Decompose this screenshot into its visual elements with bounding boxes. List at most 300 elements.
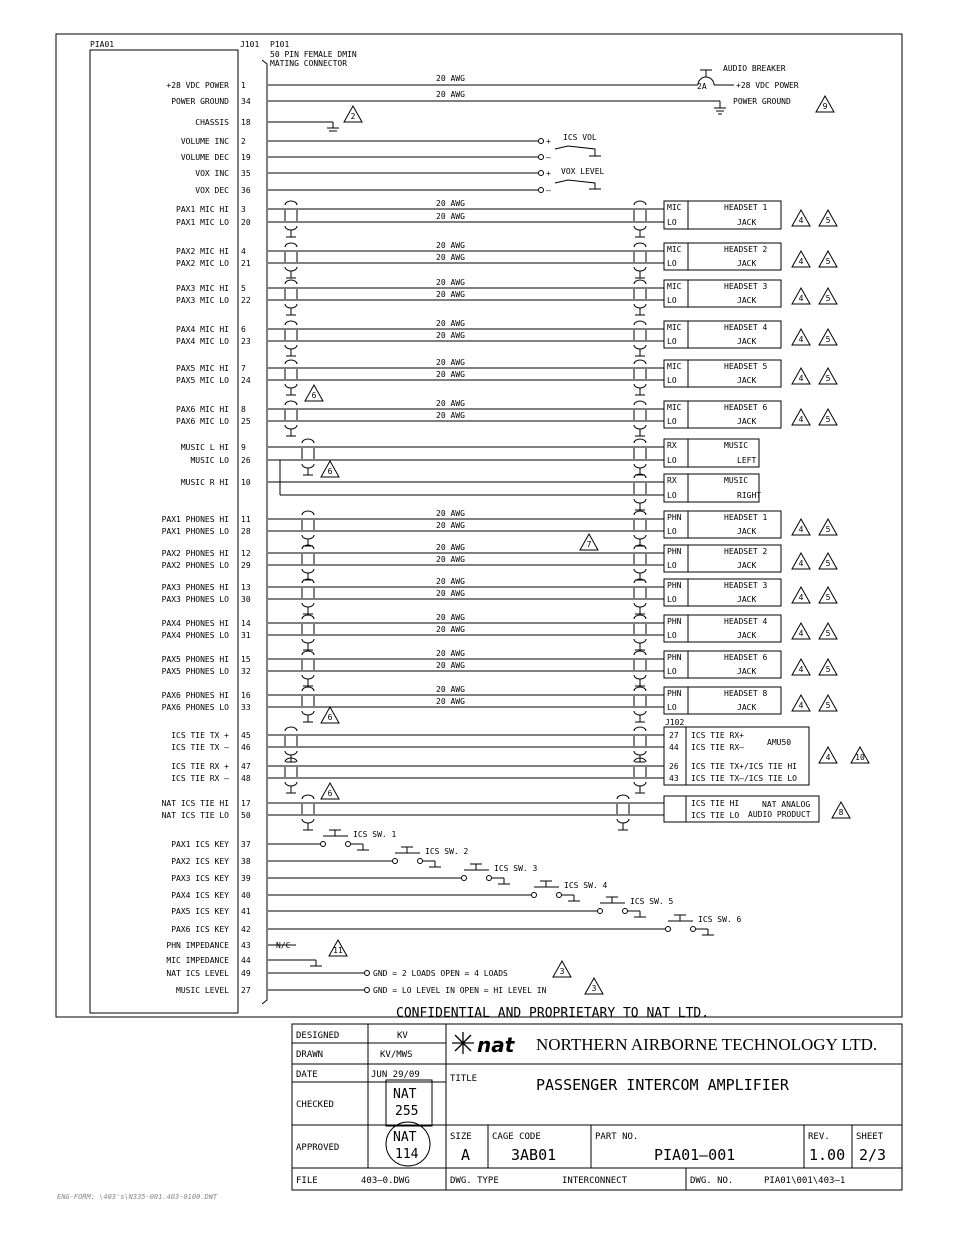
amu50-signal: ICS TIE TX+/ICS TIE HI (691, 762, 797, 771)
amu50-pin: 27 (669, 731, 679, 740)
jack-box-left-2: LO (667, 376, 677, 385)
pin-label: PAX4 MIC HI (176, 325, 229, 334)
note-number: 5 (825, 629, 831, 638)
cage-label: CAGE CODE (492, 1132, 541, 1142)
wire-gauge: 20 AWG (436, 577, 465, 586)
vox-plus: + (546, 169, 551, 178)
shield-arc-top (617, 795, 629, 799)
shield-arc-top (285, 280, 297, 284)
pin-number: 50 (241, 811, 251, 820)
logo-star-icon (452, 1032, 474, 1054)
note-number: 4 (798, 559, 804, 568)
pin-number: 22 (241, 296, 251, 305)
jack-box-right-2: JACK (737, 296, 757, 305)
shield-arc-bottom (302, 675, 314, 679)
music-box-right-2: RIGHT (737, 491, 762, 500)
power-dest-label: +28 VDC POWER (736, 81, 799, 90)
vox-plus-term (539, 171, 544, 176)
shield-arc-top (634, 321, 646, 325)
ics-vol-plus-term (539, 139, 544, 144)
designed-value: KV (397, 1031, 408, 1041)
wire-gauge: 20 AWG (436, 241, 465, 250)
pin-label: CHASSIS (195, 118, 229, 127)
wire-gauge: 20 AWG (436, 90, 465, 99)
nat-box-right-2: AUDIO PRODUCT (748, 810, 811, 819)
pin-label: PAX3 MIC LO (176, 296, 229, 305)
shield-arc-bottom (634, 267, 646, 271)
switch-contact (623, 909, 628, 914)
pin-label: PAX3 ICS KEY (171, 874, 229, 883)
wire-gauge: 20 AWG (436, 697, 465, 706)
p101-connector-edge (262, 60, 267, 1004)
jack-box-left-1: MIC (667, 323, 682, 332)
shield-arc-bottom (285, 782, 297, 786)
shield-arc-top (634, 511, 646, 515)
note-number: 4 (798, 335, 804, 344)
file-value: 403–0.DWG (361, 1176, 410, 1186)
drawing-title: PASSENGER INTERCOM AMPLIFIER (536, 1076, 789, 1094)
wire-gauge: 20 AWG (436, 555, 465, 564)
nat-logo (452, 1032, 516, 1057)
note-number: 5 (825, 257, 831, 266)
jack-box-right-2: JACK (737, 631, 757, 640)
part-value: PIA01–001 (654, 1146, 736, 1164)
shield-arc-top (634, 280, 646, 284)
pin-label: PAX5 ICS KEY (171, 907, 229, 916)
wire-gauge: 20 AWG (436, 290, 465, 299)
shield-arc-top (634, 243, 646, 247)
sheet-label: SHEET (856, 1132, 884, 1142)
shield-arc-bottom (285, 345, 297, 349)
shield-arc-bottom (302, 464, 314, 468)
drawn-value: KV/MWS (380, 1050, 413, 1060)
levels-section (268, 941, 547, 995)
note-number: 7 (586, 540, 592, 549)
wire-gauge: 20 AWG (436, 411, 465, 420)
amu50-pin: 26 (669, 762, 679, 771)
amu50-signal: ICS TIE RX+ (691, 731, 744, 740)
switch-contact (487, 876, 492, 881)
pin-number: 23 (241, 337, 251, 346)
pin-number: 27 (241, 986, 251, 995)
shield-arc-top (634, 401, 646, 405)
pin-number: 6 (241, 325, 246, 334)
shield-arc-bottom (634, 226, 646, 230)
shield-arc-top (285, 401, 297, 405)
pin-number: 14 (241, 619, 251, 628)
wire-gauge: 20 AWG (436, 319, 465, 328)
shield-arc-bottom (302, 603, 314, 607)
jack-box-left-1: PHN (667, 689, 682, 698)
note-number: 2 (350, 112, 356, 121)
switch-contact (557, 893, 562, 898)
shield-arc-bottom (285, 304, 297, 308)
j101-label: J101 (240, 40, 260, 49)
shield-arc-top (285, 727, 297, 731)
note-number: 9 (822, 102, 828, 111)
pin-label: PAX2 PHONES HI (161, 549, 229, 558)
shield-arc-top (634, 615, 646, 619)
pin-number: 30 (241, 595, 251, 604)
shield-arc-top (302, 687, 314, 691)
jack-box-right-2: JACK (737, 337, 757, 346)
note-number: 4 (798, 525, 804, 534)
shield-arc-bottom (634, 782, 646, 786)
ics-level-note: GND = 2 LOADS OPEN = 4 LOADS (373, 969, 508, 978)
switch-contact (462, 876, 467, 881)
jack-box-right-1: HEADSET 2 (724, 547, 768, 556)
pin-label: PAX1 MIC HI (176, 205, 229, 214)
shield-arc-bottom (285, 425, 297, 429)
pin-label: ICS TIE RX + (171, 762, 229, 771)
pin-label: MUSIC LEVEL (176, 986, 229, 995)
title-label: TITLE (450, 1074, 478, 1084)
pin-number: 41 (241, 907, 251, 916)
wire-gauge: 20 AWG (436, 358, 465, 367)
shield-arc-top (302, 615, 314, 619)
pin-number: 28 (241, 527, 251, 536)
dwg-no-label: DWG. NO. (690, 1176, 734, 1186)
pin-number: 13 (241, 583, 251, 592)
pin-number: 19 (241, 153, 251, 162)
pin-number: 35 (241, 169, 251, 178)
shield-arc-bottom (634, 639, 646, 643)
nat-box-left-2: ICS TIE LO (691, 811, 740, 820)
shield-arc-bottom (634, 751, 646, 755)
pin-number: 43 (241, 941, 251, 950)
note-number: 5 (825, 665, 831, 674)
wire-gauge: 20 AWG (436, 661, 465, 670)
pin-label: PAX2 PHONES LO (161, 561, 229, 570)
shield-arc-bottom (285, 751, 297, 755)
generated-content (162, 74, 869, 995)
unit-label: PIA01 (90, 40, 115, 49)
pin-label: ICS TIE TX + (171, 731, 229, 740)
pin-label: PAX5 MIC LO (176, 376, 229, 385)
jack-box-right-1: HEADSET 3 (724, 581, 768, 590)
note-number: 6 (327, 467, 333, 476)
nat-box-right-1: NAT ANALOG (762, 800, 811, 809)
note-number: 5 (825, 216, 831, 225)
shield-arc-bottom (634, 711, 646, 715)
pin-label: VOLUME INC (180, 137, 229, 146)
note-number: 4 (798, 701, 804, 710)
shield-arc-top (634, 687, 646, 691)
pin-label: MUSIC R HI (180, 478, 229, 487)
amu50-pin: 43 (669, 774, 679, 783)
shield-arc-bottom (302, 819, 314, 823)
jack-box-right-1: HEADSET 1 (724, 203, 768, 212)
pin-number: 15 (241, 655, 251, 664)
pin-number: 10 (241, 478, 251, 487)
breaker-rating: 2A (697, 82, 707, 91)
switch-contact (666, 927, 671, 932)
note-number: 4 (798, 665, 804, 674)
pin-label: NAT ICS LEVEL (166, 969, 229, 978)
ground-dest-label: POWER GROUND (733, 97, 791, 106)
switch-label: ICS SW. 2 (425, 847, 469, 856)
note-number: 3 (591, 984, 597, 993)
breaker-label: AUDIO BREAKER (723, 64, 786, 73)
pin-label: +28 VDC POWER (166, 81, 229, 90)
p101-desc-2: MATING CONNECTOR (270, 59, 348, 68)
pin-label: PAX5 PHONES LO (161, 667, 229, 676)
note-number: 5 (825, 294, 831, 303)
note-number: 4 (825, 753, 831, 762)
shield-arc-bottom (634, 535, 646, 539)
wire-gauge: 20 AWG (436, 685, 465, 694)
jack-box-right-1: HEADSET 4 (724, 323, 768, 332)
note-number: 4 (798, 216, 804, 225)
pin-label: PAX6 MIC HI (176, 405, 229, 414)
jack-box-right-2: JACK (737, 561, 757, 570)
note-number: 4 (798, 415, 804, 424)
checked-stamp-line2: 255 (395, 1104, 419, 1119)
wire-gauge: 20 AWG (436, 589, 465, 598)
shield-arc-bottom (634, 464, 646, 468)
pin-number: 16 (241, 691, 251, 700)
shield-arc-top (634, 439, 646, 443)
jack-box-right-1: HEADSET 6 (724, 403, 768, 412)
pin-number: 44 (241, 956, 251, 965)
wire-gauge: 20 AWG (436, 509, 465, 518)
jack-box-left-2: LO (667, 595, 677, 604)
pin-number: 1 (241, 81, 246, 90)
note-number: 4 (798, 593, 804, 602)
jack-box-right-2: JACK (737, 667, 757, 676)
jack-box-right-2: JACK (737, 595, 757, 604)
pin-number: 42 (241, 925, 251, 934)
shield-arc-top (302, 511, 314, 515)
wire-gauge: 20 AWG (436, 74, 465, 83)
jack-box-right-2: JACK (737, 527, 757, 536)
nc-label: N/C (276, 941, 291, 950)
pin-number: 24 (241, 376, 251, 385)
designed-label: DESIGNED (296, 1031, 340, 1041)
pin-number: 48 (241, 774, 251, 783)
note-number: 8 (838, 808, 844, 817)
pin-number: 5 (241, 284, 246, 293)
pin-label: MUSIC LO (190, 456, 229, 465)
note-number: 5 (825, 335, 831, 344)
pin-label: PAX4 MIC LO (176, 337, 229, 346)
wire-gauge: 20 AWG (436, 212, 465, 221)
jack-box-left-1: PHN (667, 547, 682, 556)
switch-contact (598, 909, 603, 914)
ics-level-term (365, 971, 370, 976)
switch-contact (418, 859, 423, 864)
wire-gauge: 20 AWG (436, 370, 465, 379)
note-number: 4 (798, 294, 804, 303)
pin-number: 45 (241, 731, 251, 740)
approved-stamp-line2: 114 (395, 1147, 419, 1162)
pin-number: 12 (241, 549, 251, 558)
amu50-signal: ICS TIE TX–/ICS TIE LO (691, 774, 797, 783)
pin-label: PAX4 PHONES HI (161, 619, 229, 628)
pin-label: PAX4 ICS KEY (171, 891, 229, 900)
pin-number: 20 (241, 218, 251, 227)
jack-box-right-2: JACK (737, 376, 757, 385)
pin-number: 46 (241, 743, 251, 752)
jack-box-left-1: MIC (667, 362, 682, 371)
jack-box-right-1: HEADSET 6 (724, 653, 768, 662)
note-number: 5 (825, 701, 831, 710)
switch-contact (346, 842, 351, 847)
pin-label: PAX1 ICS KEY (171, 840, 229, 849)
pin-number: 33 (241, 703, 251, 712)
jack-box-left-1: PHN (667, 513, 682, 522)
note-number: 6 (327, 789, 333, 798)
jack-box-left-1: PHN (667, 581, 682, 590)
shield-arc-bottom (285, 267, 297, 271)
jack-box-right-1: HEADSET 8 (724, 689, 768, 698)
jack-box-right-1: HEADSET 3 (724, 282, 768, 291)
dwg-type-value: INTERCONNECT (562, 1176, 628, 1186)
pin-label: PAX6 PHONES HI (161, 691, 229, 700)
jack-box-left-2: LO (667, 703, 677, 712)
wire-gauge: 20 AWG (436, 649, 465, 658)
pin-label: PAX5 PHONES HI (161, 655, 229, 664)
pin-label: PAX3 PHONES HI (161, 583, 229, 592)
shield-arc-top (285, 201, 297, 205)
note-number: 5 (825, 374, 831, 383)
amu50-pin: 44 (669, 743, 679, 752)
pin-label: VOX DEC (195, 186, 229, 195)
jack-box-left-1: PHN (667, 653, 682, 662)
p101-label: P101 (270, 40, 290, 49)
jack-box-left-2: LO (667, 259, 677, 268)
pin-number: 11 (241, 515, 251, 524)
shield-arc-bottom (285, 384, 297, 388)
pin-label: VOLUME DEC (180, 153, 229, 162)
pin-label: PAX3 PHONES LO (161, 595, 229, 604)
wire-gauge: 20 AWG (436, 399, 465, 408)
jack-box-left-2: LO (667, 218, 677, 227)
pin-number: 49 (241, 969, 251, 978)
amu50-signal: ICS TIE RX– (691, 743, 744, 752)
jack-box-left-1: MIC (667, 403, 682, 412)
music-box-right-1: MUSIC (724, 441, 749, 450)
shield-arc-top (285, 243, 297, 247)
vox-level-label: VOX LEVEL (561, 167, 605, 176)
switch-label: ICS SW. 3 (494, 864, 538, 873)
wire-gauge: 20 AWG (436, 521, 465, 530)
drawn-label: DRAWN (296, 1050, 324, 1060)
checked-label: CHECKED (296, 1100, 334, 1110)
music-level-term (365, 988, 370, 993)
pin-number: 39 (241, 874, 251, 883)
checked-stamp-line1: NAT (393, 1087, 417, 1102)
music-box-left-2: LO (667, 456, 677, 465)
shield-arc-bottom (634, 603, 646, 607)
jack-box-left-2: LO (667, 527, 677, 536)
jack-box-right-1: HEADSET 1 (724, 513, 768, 522)
dwg-no-value: PIA01\001\403–1 (764, 1176, 846, 1186)
jack-box-left-1: MIC (667, 203, 682, 212)
title-block (292, 1006, 902, 1190)
shield-arc-top (634, 651, 646, 655)
size-value: A (461, 1146, 471, 1164)
footer-template-path: ENG-FORM: \403's\N335-001.403-0100.DWT (57, 1193, 218, 1201)
date-value: JUN 29/09 (371, 1070, 420, 1080)
confidential-notice: CONFIDENTIAL AND PROPRIETARY TO NAT LTD. (396, 1006, 710, 1021)
jack-box-left-2: LO (667, 667, 677, 676)
rev-value: 1.00 (809, 1146, 846, 1164)
pin-number: 18 (241, 118, 251, 127)
pin-number: 7 (241, 364, 246, 373)
switch-contact (691, 927, 696, 932)
pin-number: 25 (241, 417, 251, 426)
jack-box-right-2: JACK (737, 703, 757, 712)
music-box-right-2: LEFT (737, 456, 757, 465)
pin-number: 29 (241, 561, 251, 570)
logo-text: nat (477, 1033, 515, 1057)
note-number: 5 (825, 415, 831, 424)
note-number: 5 (825, 525, 831, 534)
note-number: 6 (311, 391, 317, 400)
ics-vol-plus: + (546, 137, 551, 146)
pin-number: 38 (241, 857, 251, 866)
wire-gauge: 20 AWG (436, 613, 465, 622)
pin-number: 36 (241, 186, 251, 195)
ics-vol-minus: – (546, 153, 551, 162)
shield-arc-bottom (617, 819, 629, 823)
shield-arc-bottom (634, 425, 646, 429)
amu50-name: AMU50 (767, 738, 792, 747)
pin-number: 32 (241, 667, 251, 676)
shield-arc-bottom (634, 499, 646, 503)
switch-label: ICS SW. 4 (564, 881, 608, 890)
music-box-left-1: RX (667, 441, 677, 450)
wire-gauge: 20 AWG (436, 253, 465, 262)
part-label: PART NO. (595, 1132, 639, 1142)
pin-number: 37 (241, 840, 251, 849)
pin-label: PAX1 PHONES HI (161, 515, 229, 524)
pin-label: PAX3 MIC HI (176, 284, 229, 293)
ics-vol-label: ICS VOL (563, 133, 597, 142)
pin-label: NAT ICS TIE LO (161, 811, 229, 820)
switch-contact (321, 842, 326, 847)
music-box-left-2: LO (667, 491, 677, 500)
date-label: DATE (296, 1070, 318, 1080)
shield-arc-bottom (285, 226, 297, 230)
pin-number: 26 (241, 456, 251, 465)
pin-label: MUSIC L HI (180, 443, 229, 452)
pots-section (268, 133, 605, 195)
jack-box-right-1: HEADSET 5 (724, 362, 768, 371)
sheet-value: 2/3 (859, 1146, 887, 1164)
shield-arc-bottom (634, 675, 646, 679)
shield-arc-bottom (302, 639, 314, 643)
note-number: 4 (798, 257, 804, 266)
pin-label: PAX5 MIC HI (176, 364, 229, 373)
jack-box-left-2: LO (667, 417, 677, 426)
jack-box-right-2: JACK (737, 218, 757, 227)
pin-number: 3 (241, 205, 246, 214)
pin-label: PAX2 MIC HI (176, 247, 229, 256)
switch-label: ICS SW. 6 (698, 915, 742, 924)
note-number: 5 (825, 593, 831, 602)
wire-gauge: 20 AWG (436, 331, 465, 340)
shield-arc-bottom (634, 345, 646, 349)
pin-label: PAX6 MIC LO (176, 417, 229, 426)
switch-label: ICS SW. 5 (630, 897, 674, 906)
pin-label: PAX2 MIC LO (176, 259, 229, 268)
shield-arc-top (285, 360, 297, 364)
shield-arc-bottom (634, 304, 646, 308)
jack-box-left-2: LO (667, 337, 677, 346)
pin-number: 31 (241, 631, 251, 640)
